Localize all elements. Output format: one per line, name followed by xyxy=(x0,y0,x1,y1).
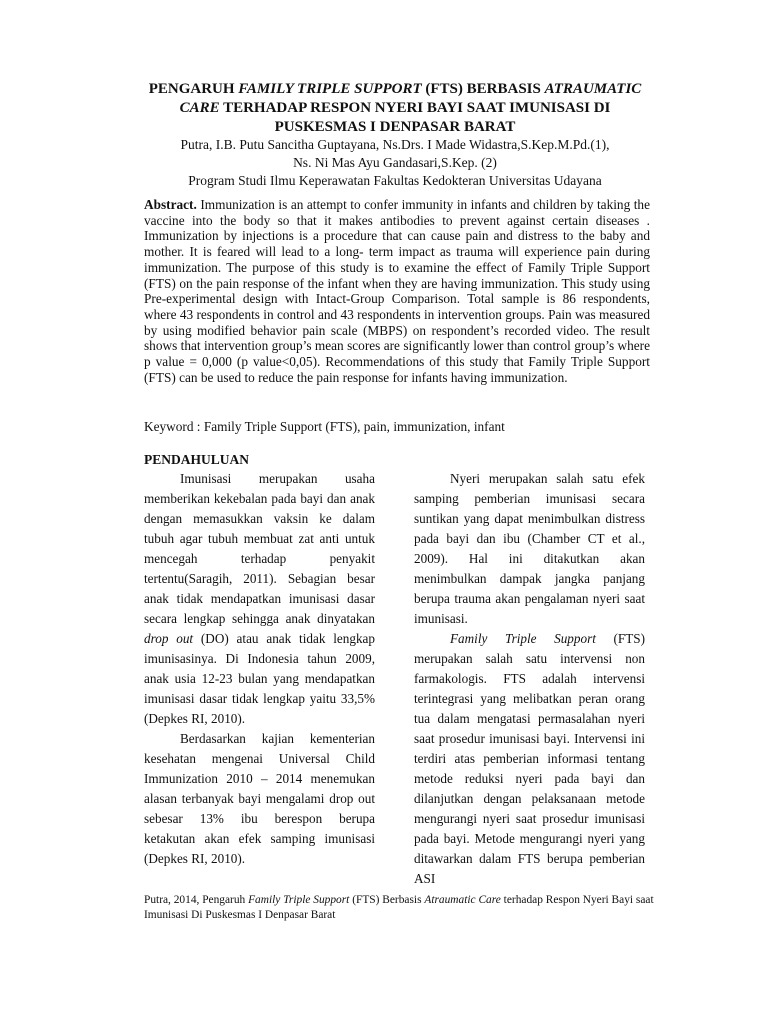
footer-b: Family Triple Support xyxy=(248,894,350,906)
footer-c: (FTS) Berbasis xyxy=(349,894,425,906)
keywords: Keyword : Family Triple Support (FTS), pain, immunization, infant xyxy=(144,419,505,434)
left-p1-text-c: (DO) atau anak tidak lengkap imunisasinya. Di Indonesia tahun 2009, anak usia 12-23 bulan yang mendapatkan imunisasi dasar tidak lengkap yaitu 33,5% (Depkes RI, 2010). xyxy=(144,631,375,726)
left-p1-text-a: Imunisasi merupakan usaha memberikan kekebalan pada bayi dan anak dengan memasukkan vaksin ke dalam tubuh agar tubuh membuat zat anti untuk mencegah terhadap penyakit tertentu(Saragih, 2011). Sebagian besar anak tidak mendapatkan imunisasi dasar secara lengkap sehingga anak dinyatakan xyxy=(144,471,375,626)
right-p2-italic: Family Triple Support xyxy=(450,631,596,646)
footer-e: terhadap Respon Nyeri Bayi saat Imunisasi Di Puskesmas I Denpasar Barat xyxy=(144,894,654,921)
left-paragraph-2: Berdasarkan kajian kementerian kesehatan mengenai Universal Child Immunization 2010 – 2014 menemukan alasan terbanyak bayi mengalami drop out sebesar 13% ibu berespon berupa ketakutan akan efek samping imunisasi (Depkes RI, 2010). xyxy=(144,731,375,866)
section-heading: PENDAHULUAN xyxy=(144,452,250,467)
page-footer xyxy=(144,893,654,923)
footer-a: Putra, 2014, Pengaruh xyxy=(144,894,249,906)
author-block xyxy=(130,136,660,190)
left-column xyxy=(144,469,375,869)
right-paragraph-1: Nyeri merupakan salah satu efek samping pemberian imunisasi secara suntikan yang dapat menimbulkan distress pada bayi dan ibu (Chamber CT et al., 2009). Hal ini ditakutkan akan menimbulkan dampak jangka panjang berupa trauma akan pengalaman nyeri saat imunisasi. xyxy=(414,471,645,626)
title-part-4: ATRAUMATIC CARE xyxy=(179,81,642,116)
authors-line-2: Ns. Ni Mas Ayu Gandasari,S.Kep. (2) xyxy=(293,155,497,170)
abstract-text: Immunization is an attempt to confer immunity in infants and children by taking the vaccine into the body so that it makes antibodies to prevent against certain diseases . Immunization by injections is a procedure that can cause pain and distress to the baby and mother. It is feared will lead to a long- term impact as trauma will experience pain during immunization. The purpose of this study is to examine the effect of Family Triple Support (FTS) on the pain response of the infant when they are having immunization. This study using Pre-experimental design with Intact-Group Comparison. Total sample is 86 respondents, where 43 respondents in control and 43 respondents in intervention groups. Pain was measured by using modified behavior pain scale (MBPS) on respondent’s recorded video. The result shows that intervention group’s mean scores are significantly lower than control group’s where p value = 0,000 (p value<0,05). Recommendations of this study that Family Triple Support (FTS) can be used to reduce the pain response for infants having immunization. xyxy=(144,197,650,385)
title-part-2: FAMILY TRIPLE SUPPORT xyxy=(238,81,422,97)
paper-title xyxy=(140,80,650,137)
title-part-5: TERHADAP RESPON NYERI BAYI SAAT IMUNISASI DI PUSKESMAS I DENPASAR BARAT xyxy=(219,100,611,135)
abstract-label: Abstract. xyxy=(144,197,197,212)
abstract xyxy=(144,197,650,385)
right-column xyxy=(414,469,645,889)
footer-d: Atraumatic Care xyxy=(424,894,501,906)
left-p1-italic: drop out xyxy=(144,631,194,646)
right-paragraph-2 xyxy=(414,629,645,889)
right-p2-text: (FTS) merupakan salah satu intervensi non farmakologis. FTS adalah intervensi terintegrasi yang melibatkan peran orang tua dalam mengatasi permasalahan nyeri saat prosedur imunisasi bayi. Intervensi ini terdiri atas pemberian informasi tentang metode reduksi nyeri pada bayi dan dilanjutkan dengan pelaksanaan metode mengurangi nyeri saat prosedur imunisasi pada bayi. Metode mengurangi nyeri yang ditawarkan dalam FTS berupa pemberian ASI xyxy=(414,631,645,886)
authors-line-1: Putra, I.B. Putu Sancitha Guptayana, Ns.Drs. I Made Widastra,S.Kep.M.Pd.(1), xyxy=(180,137,610,152)
left-paragraph-1 xyxy=(144,469,375,729)
affiliation: Program Studi Ilmu Keperawatan Fakultas Kedokteran Universitas Udayana xyxy=(188,173,602,188)
title-part-1: PENGARUH xyxy=(148,81,239,97)
title-part-3: (FTS) BERBASIS xyxy=(421,81,545,97)
